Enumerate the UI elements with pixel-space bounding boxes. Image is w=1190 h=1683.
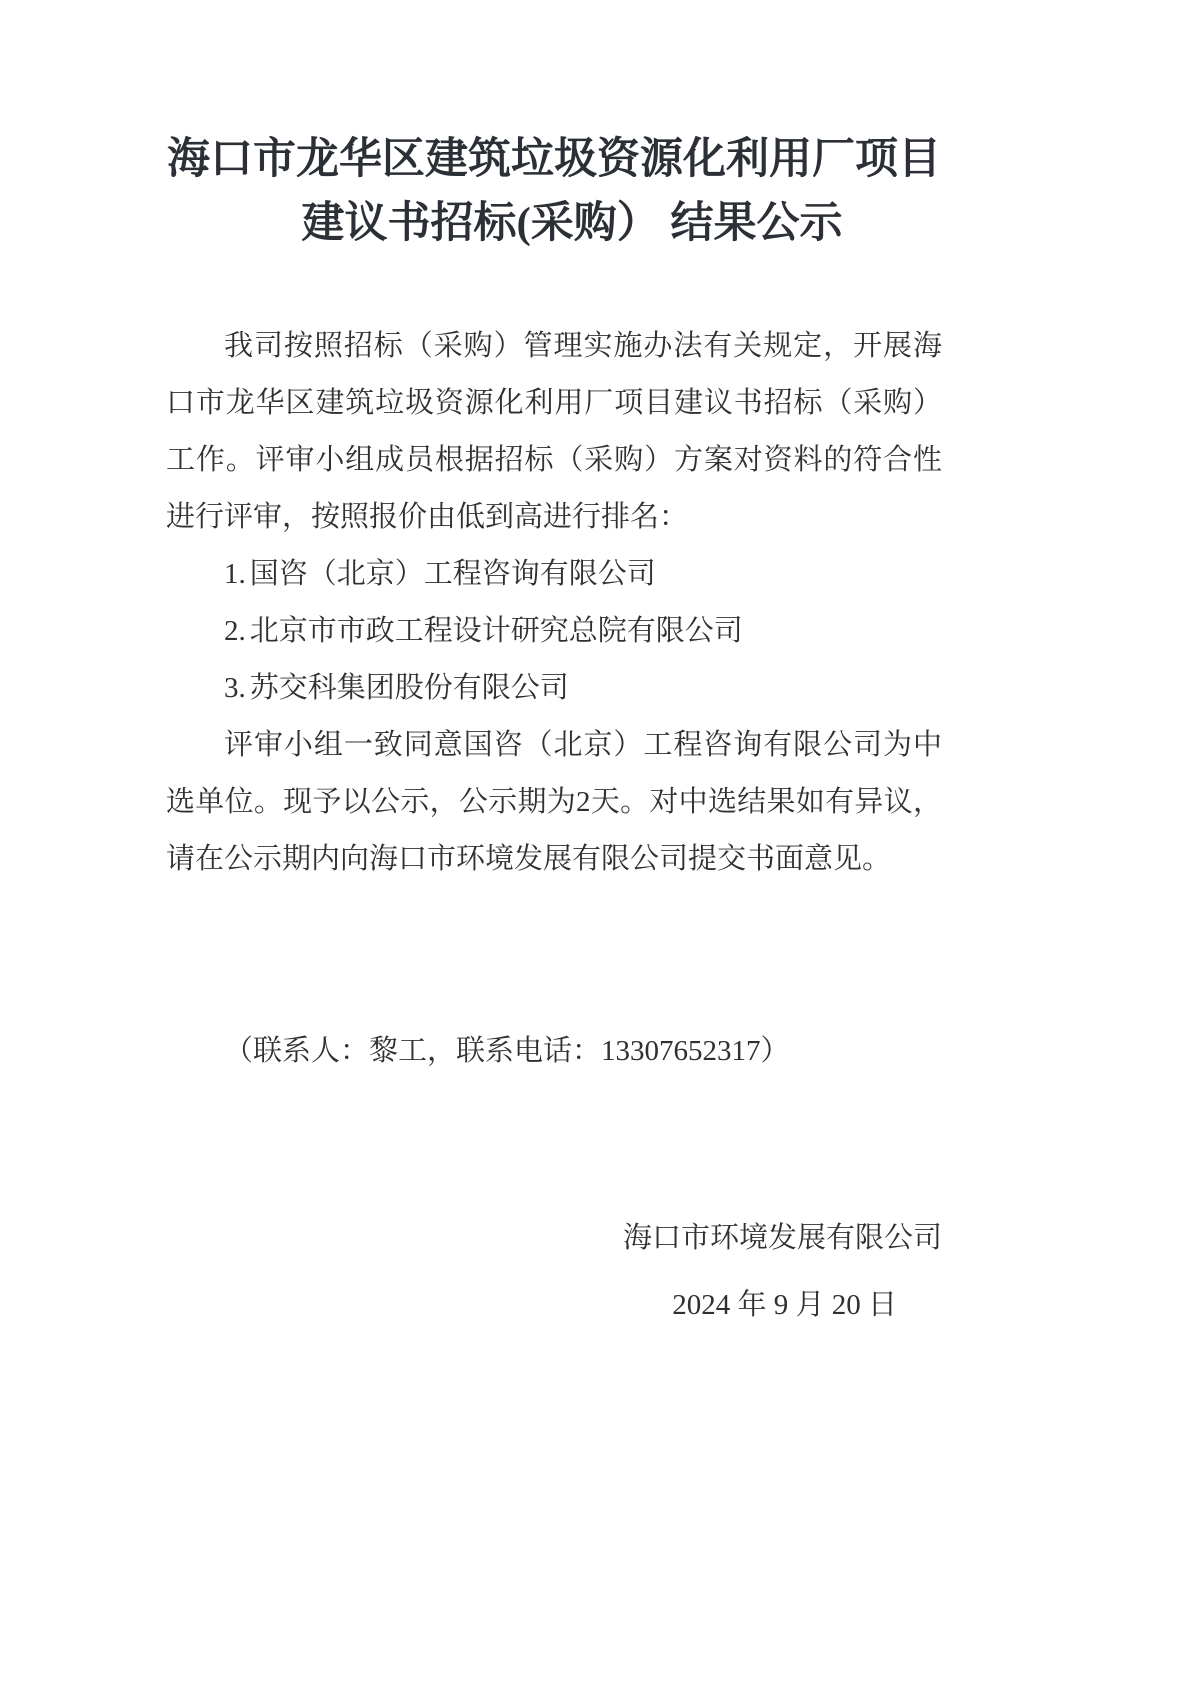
ranking-list: [166, 546, 942, 717]
contact-line: （联系人：黎工，联系电话：13307652317）: [224, 1035, 790, 1067]
ranking-item-3: [166, 660, 942, 717]
title-line-1: 海口市龙华区建筑垃圾资源化利用厂项目: [167, 136, 941, 183]
ranking-item-1-name: 国咨（北京）工程咨询有限公司: [249, 558, 656, 590]
ranking-item-1: [166, 546, 942, 603]
ranking-item-2-number: 2.: [224, 615, 246, 647]
ranking-item-2-name: 北京市市政工程设计研究总院有限公司: [249, 615, 743, 647]
signature-company: 海口市环境发展有限公司: [622, 1222, 942, 1254]
document-title: [166, 128, 942, 256]
ranking-item-2: [166, 603, 942, 660]
signature-block: [166, 1210, 942, 1334]
ranking-item-3-number: 3.: [224, 672, 246, 704]
result-paragraph: 评审小组一致同意国咨（北京）工程咨询有限公司为中选单位。现予以公示，公示期为2天。对中选结果如有异议，请在公示期内向海口市环境发展有限公司提交书面意见。: [166, 729, 942, 875]
ranking-item-1-number: 1.: [224, 558, 246, 590]
document-body: [166, 318, 942, 1334]
ranking-item-3-name: 苏交科集团股份有限公司: [249, 672, 569, 704]
title-line-2: 建议书招标(采购） 结果公示: [301, 200, 843, 247]
intro-paragraph: 我司按照招标（采购）管理实施办法有关规定，开展海口市龙华区建筑垃圾资源化利用厂项目建议书招标（采购）工作。评审小组成员根据招标（采购）方案对资料的符合性进行评审，按照报价由低到高进行排名：: [166, 330, 942, 533]
signature-date: 2024 年 9 月 20 日: [672, 1289, 897, 1321]
